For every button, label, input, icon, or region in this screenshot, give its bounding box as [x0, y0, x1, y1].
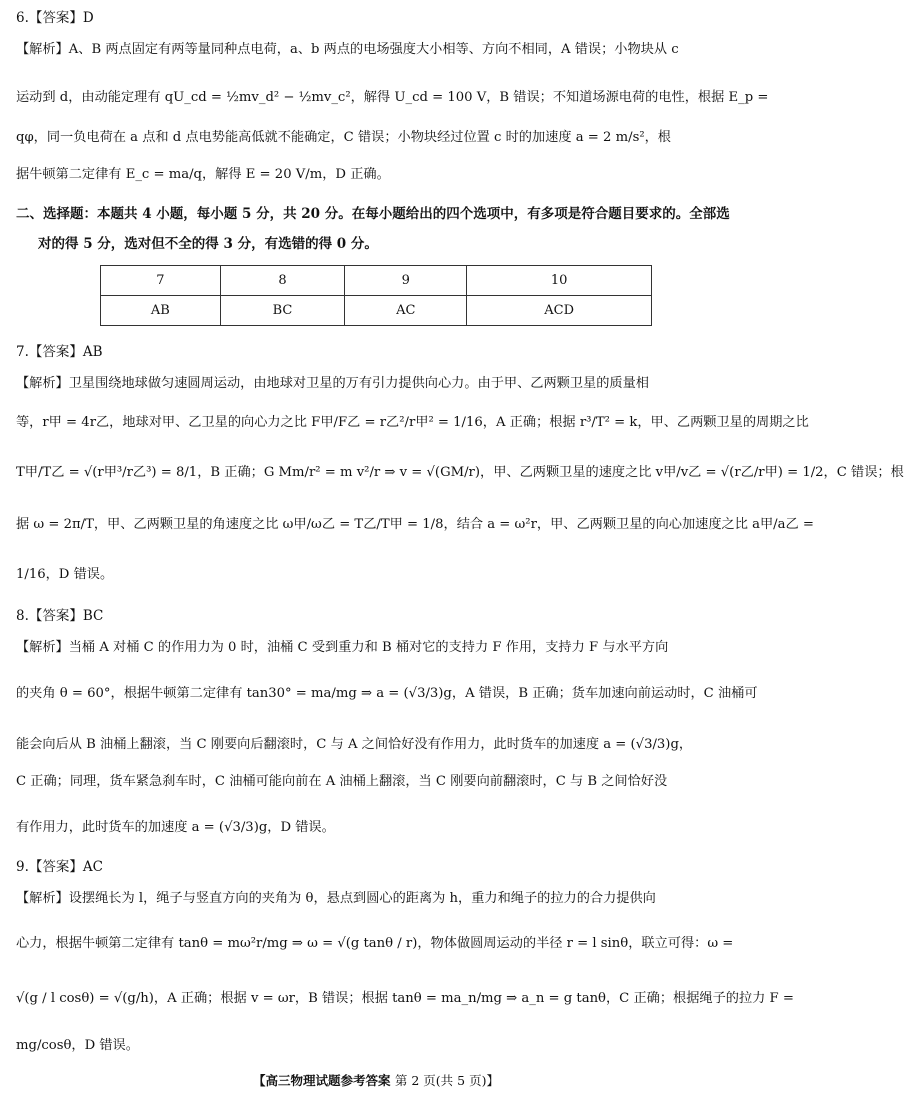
answer-table	[100, 265, 652, 326]
table-cell: BC	[220, 296, 345, 326]
q7-header: 7.【答案】AB	[16, 344, 103, 360]
q9-line-2: 心力，根据牛顿第二定律有 tanθ = mω²r/mg ⇒ ω = √(g tanθ / r)，物体做圆周运动的半径 r = l sinθ，联立可得：ω =	[16, 936, 734, 951]
q6-line-4: 据牛顿第二定律有 E_c = ma/q，解得 E = 20 V/m，D 正确。	[16, 167, 390, 182]
q9-line-3: √(g / l cosθ) = √(g/h)，A 正确；根据 v = ωr，B 错误；根据 tanθ = ma_n/mg ⇒ a_n = g tanθ，C 正确；根据绳子的拉力 F =	[16, 991, 794, 1006]
q7-line-5: 1/16，D 错误。	[16, 567, 114, 582]
q8-line-5: 有作用力，此时货车的加速度 a = (√3/3)g，D 错误。	[16, 820, 335, 835]
q6-line-3: qφ，同一负电荷在 a 点和 d 点电势能高低就不能确定，C 错误；小物块经过位置 c 时的加速度 a = 2 m/s²，根	[16, 130, 671, 145]
q6-line-1: 【解析】A、B 两点固定有两等量同种点电荷，a、b 两点的电场强度大小相等、方向不相同，A 错误；小物块从 c	[16, 42, 679, 57]
page-footer	[0, 1071, 752, 1089]
footer-title: 【高三物理试题参考答案	[253, 1073, 391, 1088]
q7-line-4: 据 ω = 2π/T，甲、乙两颗卫星的角速度之比 ω甲/ω乙 = T乙/T甲 = 1/8，结合 a = ω²r，甲、乙两颗卫星的向心加速度之比 a甲/a乙 =	[16, 517, 814, 532]
q6-line-2: 运动到 d，由动能定理有 qU_cd = ½mv_d² − ½mv_c²，解得 U_cd = 100 V，B 错误；不知道场源电荷的电性，根据 E_p =	[16, 90, 769, 105]
q9-line-4: mg/cosθ，D 错误。	[16, 1038, 139, 1053]
answer-table-number-row	[101, 266, 652, 296]
q7-line-1: 【解析】卫星围绕地球做匀速圆周运动，由地球对卫星的万有引力提供向心力。由于甲、乙两颗卫星的质量相	[16, 376, 649, 391]
section2-title-line-2: 对的得 5 分，选对但不全的得 3 分，有选错的得 0 分。	[38, 236, 378, 252]
section2-title-line-1: 二、选择题：本题共 4 小题，每小题 5 分，共 20 分。在每小题给出的四个选项中，有多项是符合题目要求的。全部选	[16, 206, 730, 222]
footer-page-number: 第 2 页(共 5 页)】	[394, 1073, 499, 1088]
q8-line-1: 【解析】当桶 A 对桶 C 的作用力为 0 时，油桶 C 受到重力和 B 桶对它的支持力 F 作用，支持力 F 与水平方向	[16, 640, 669, 655]
table-cell: 7	[101, 266, 221, 296]
q8-line-3: 能会向后从 B 油桶上翻滚，当 C 刚要向后翻滚时，C 与 A 之间恰好没有作用力，此时货车的加速度 a = (√3/3)g，	[16, 737, 693, 752]
q8-line-4: C 正确；同理，货车紧急刹车时，C 油桶可能向前在 A 油桶上翻滚，当 C 刚要向前翻滚时，C 与 B 之间恰好没	[16, 774, 668, 789]
table-cell: AC	[345, 296, 467, 326]
q8-line-2: 的夹角 θ = 60°，根据牛顿第二定律有 tan30° = ma/mg ⇒ a = (√3/3)g，A 错误，B 正确；货车加速向前运动时，C 油桶可	[16, 686, 758, 701]
q7-line-3: T甲/T乙 = √(r甲³/r乙³) = 8/1，B 正确；G Mm/r² = m v²/r ⇒ v = √(GM/r)，甲、乙两颗卫星的速度之比 v甲/v乙 = √(r乙/r甲) = 1/2，C 错误；根	[16, 465, 904, 480]
q8-header: 8.【答案】BC	[16, 608, 104, 624]
answer-table-answer-row	[101, 296, 652, 326]
table-cell: 8	[220, 266, 345, 296]
table-cell: AB	[101, 296, 221, 326]
q6-header: 6.【答案】D	[16, 10, 94, 26]
table-cell: 9	[345, 266, 467, 296]
q9-header: 9.【答案】AC	[16, 859, 103, 875]
q7-line-2: 等，r甲 = 4r乙，地球对甲、乙卫星的向心力之比 F甲/F乙 = r乙²/r甲² = 1/16，A 正确；根据 r³/T² = k，甲、乙两颗卫星的周期之比	[16, 415, 809, 430]
q9-line-1: 【解析】设摆绳长为 l，绳子与竖直方向的夹角为 θ，悬点到圆心的距离为 h，重力和绳子的拉力的合力提供向	[16, 891, 656, 906]
table-cell: 10	[467, 266, 652, 296]
table-cell: ACD	[467, 296, 652, 326]
